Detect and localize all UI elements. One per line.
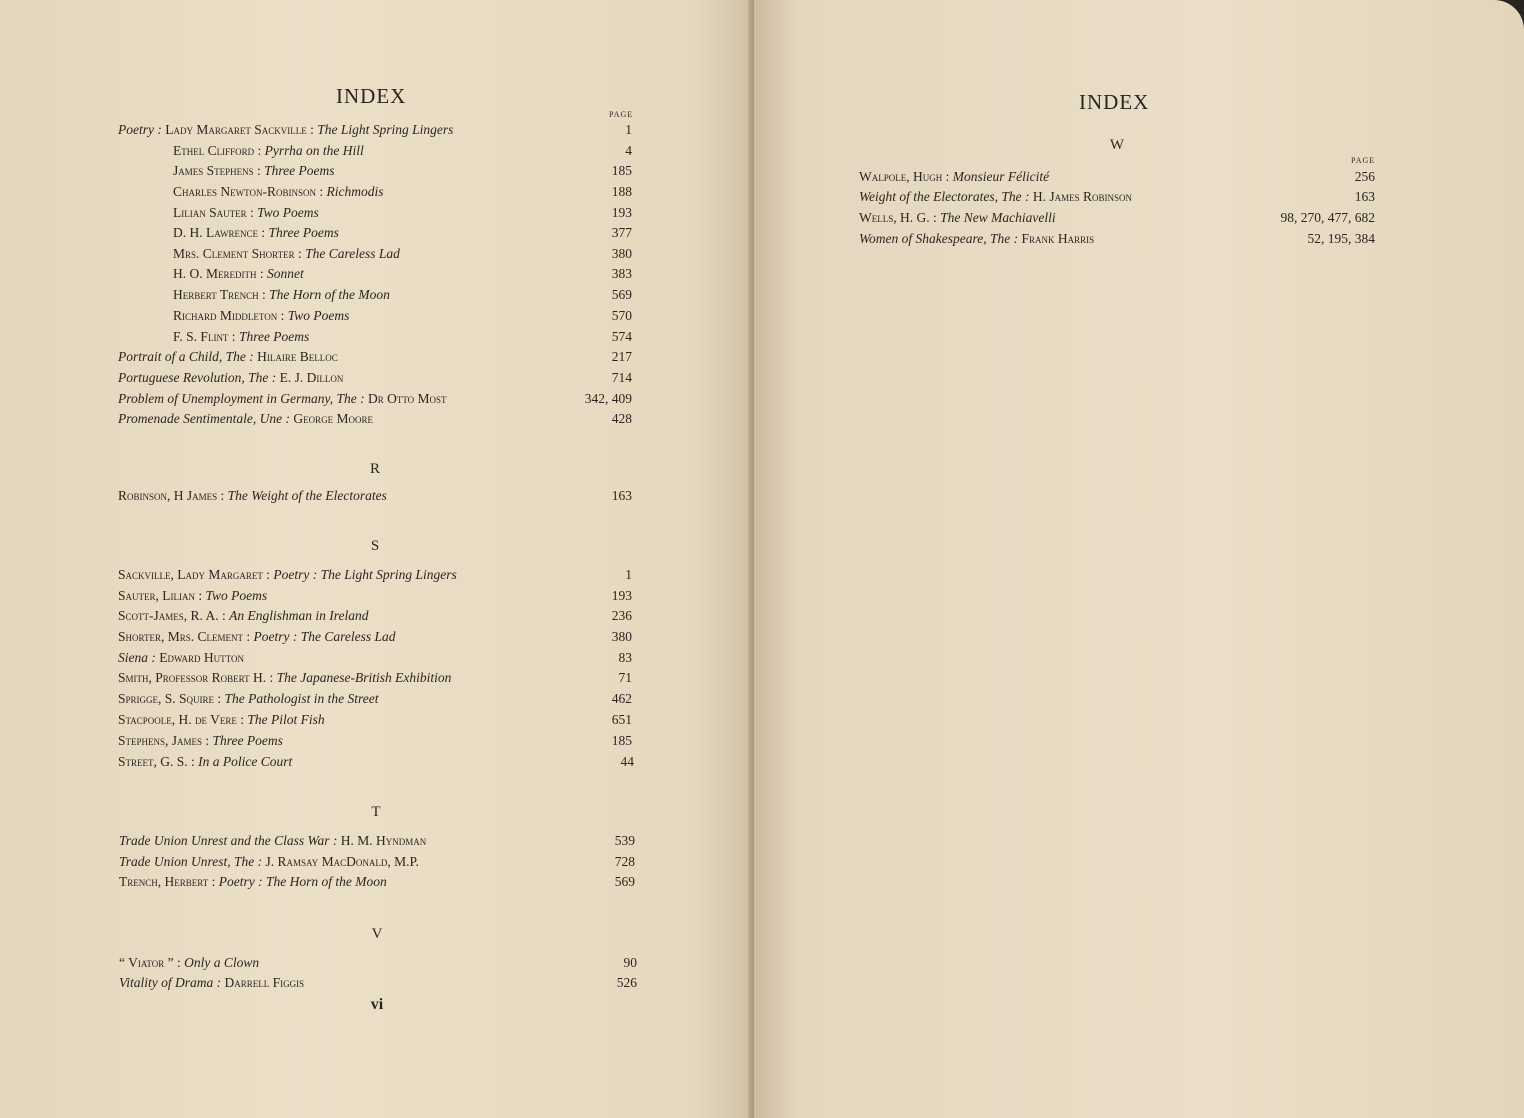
entry-title: In a Police Court [198,754,293,769]
entry-title: Three Poems [212,733,283,748]
entry-pages: 185 [611,733,632,748]
entry-name: H. M. Hyndman [340,833,427,848]
section-letter-t: T [371,804,381,820]
entry-name: Ethel Clifford : [173,143,262,158]
entry-name: Herbert Trench : [173,287,266,302]
entry-pages: 1 [625,567,632,582]
entry-name: Darrell Figgis [224,975,305,990]
entry-name: James Stephens : [173,163,261,178]
entry-title: Trade Union Unrest, The : [119,854,263,869]
entry-title: Sonnet [267,266,304,281]
entry-name: E. J. Dillon [279,370,344,385]
section-letter-r: R [369,461,380,477]
entry-title: The Careless Lad [300,629,396,644]
entry-pages: 539 [614,833,635,848]
entry-name: Sackville, Lady Margaret : [118,567,270,582]
entry-title: The Weight of the Electorates [227,488,387,503]
entry-title: Two Poems [257,205,319,220]
entry-pages: 377 [611,225,632,240]
entry-pages: 569 [611,287,632,302]
entry-name: Charles Newton-Robinson : [173,184,324,199]
entry-mid: Poetry : [218,874,263,889]
section-letter-w: W [1109,137,1125,153]
entry-title: The Careless Lad [305,246,400,261]
section-letter-s: S [370,538,380,554]
entry-name: Stacpoole, H. de Vere : [118,712,245,727]
entry-pages: 98, 270, 477, 682 [1280,210,1375,225]
entry-title: An Englishman in Ireland [229,608,369,623]
left-index-title: INDEX [336,84,407,108]
entry-pages: 651 [611,712,632,727]
entry-name: J. Ramsay MacDonald, M.P. [265,854,419,869]
entry-name: Smith, Professor Robert H. : [118,670,274,685]
entry-name: Lilian Sauter : [173,205,254,220]
entry-title: Only a Clown [184,955,260,970]
entry-name: “ Viator ” : [119,955,181,970]
entry-name: Dr Otto Most [367,391,447,406]
entry-pages: 342, 409 [584,391,632,406]
entry-name: Lady Margaret Sackville : [165,122,314,137]
entry-name: D. H. Lawrence : [173,225,266,240]
entry-pages: 574 [611,329,632,344]
entry-pages: 462 [611,691,632,706]
entry-name: H. O. Meredith : [173,266,264,281]
entry-pages: 256 [1354,169,1375,184]
entry-title: Promenade Sentimentale, Une : [118,411,290,426]
entry-title: Portrait of a Child, The : [118,349,254,364]
entry-pages: 188 [611,184,632,199]
entry-name: Sprigge, S. Squire : [118,691,222,706]
entry-title: Three Poems [238,329,310,344]
entry-pages: 193 [611,588,632,603]
entry-name: F. S. Flint : [173,329,236,344]
entry-title: The Horn of the Moon [269,287,390,302]
entry-pages: 4 [625,143,632,158]
entry-name: Frank Harris [1021,231,1095,246]
entry-pages: 83 [618,650,632,665]
entry-name: Scott-James, R. A. : [118,608,226,623]
entry-title: The Horn of the Moon [265,874,387,889]
entry-name: Walpole, Hugh : [859,169,950,184]
entry-pages: 71 [618,670,632,685]
entry-pages: 52, 195, 384 [1307,231,1375,246]
entry-pages: 570 [611,308,632,323]
entry-pages: 163 [1354,189,1375,204]
entry-pages: 90 [623,955,637,970]
entry-title: Portuguese Revolution, The : [118,370,277,385]
entry-pages: 193 [611,205,632,220]
entry-name: Street, G. S. : [118,754,195,769]
entry-title: Weight of the Electorates, The : [859,189,1030,204]
entry-name: Mrs. Clement Shorter : [173,246,302,261]
entry-title: Three Poems [264,163,335,178]
entry-pages: 526 [616,975,637,990]
entry-pages: 728 [614,854,635,869]
entry-mid: Poetry : [253,629,298,644]
entry-title: The Japanese-British Exhibition [276,670,452,685]
entry-title: Three Poems [268,225,339,240]
page-number: vi [370,996,384,1013]
entry-name: Wells, H. G. : [859,210,937,225]
entry-name: Robinson, H James : [118,488,225,503]
entry-title: The New Machiavelli [940,210,1056,225]
entry-title: The Pilot Fish [247,712,325,727]
entry-title: The Light Spring Lingers [317,122,454,137]
entry-name: H. James Robinson [1032,189,1132,204]
entry-title: Two Poems [287,308,350,323]
entry-title: Vitality of Drama : [119,975,222,990]
entry-name: Sauter, Lilian : [118,588,203,603]
entry-title: The Pathologist in the Street [224,691,379,706]
entry-name: Richard Middleton : [173,308,285,323]
section-letter-v: V [371,926,383,942]
entry-pages: 383 [611,266,632,281]
entry-title: Pyrrha on the Hill [264,143,364,158]
right-page-label: PAGE [1351,156,1376,165]
entry-pages: 1 [625,122,632,137]
entry-name: Edward Hutton [159,650,244,665]
left-page [0,0,754,1118]
entry-name: Shorter, Mrs. Clement : [118,629,251,644]
entry-mid: Poetry : [273,567,318,582]
right-page [754,0,1524,1118]
left-page-label: PAGE [609,110,634,119]
entry-name: Trench, Herbert : [119,874,216,889]
entry-pages: 428 [611,411,632,426]
entry-title: Richmodis [326,184,384,199]
entry-pages: 714 [611,370,632,385]
entry-title: Women of Shakespeare, The : [859,231,1019,246]
entry-pages: 163 [611,488,632,503]
entry-title: Two Poems [205,588,268,603]
entry-title: Siena : [118,650,156,665]
entry-title: Problem of Unemployment in Germany, The : [118,391,365,406]
entry-pages: 217 [611,349,632,364]
entry-lead: Poetry : [118,122,162,137]
entry-title: Trade Union Unrest and the Class War : [119,833,338,848]
right-index-title: INDEX [1079,90,1150,114]
entry-pages: 44 [620,754,634,769]
entry-pages: 380 [611,246,632,261]
entry-pages: 380 [611,629,632,644]
entry-name: Hilaire Belloc [257,349,338,364]
entry-title: Monsieur Félicité [952,169,1050,184]
entry-name: George Moore [293,411,373,426]
entry-name: Stephens, James : [118,733,210,748]
entry-pages: 569 [614,874,635,889]
entry-title: The Light Spring Lingers [320,567,457,582]
entry-pages: 185 [611,163,632,178]
entry-pages: 236 [611,608,632,623]
